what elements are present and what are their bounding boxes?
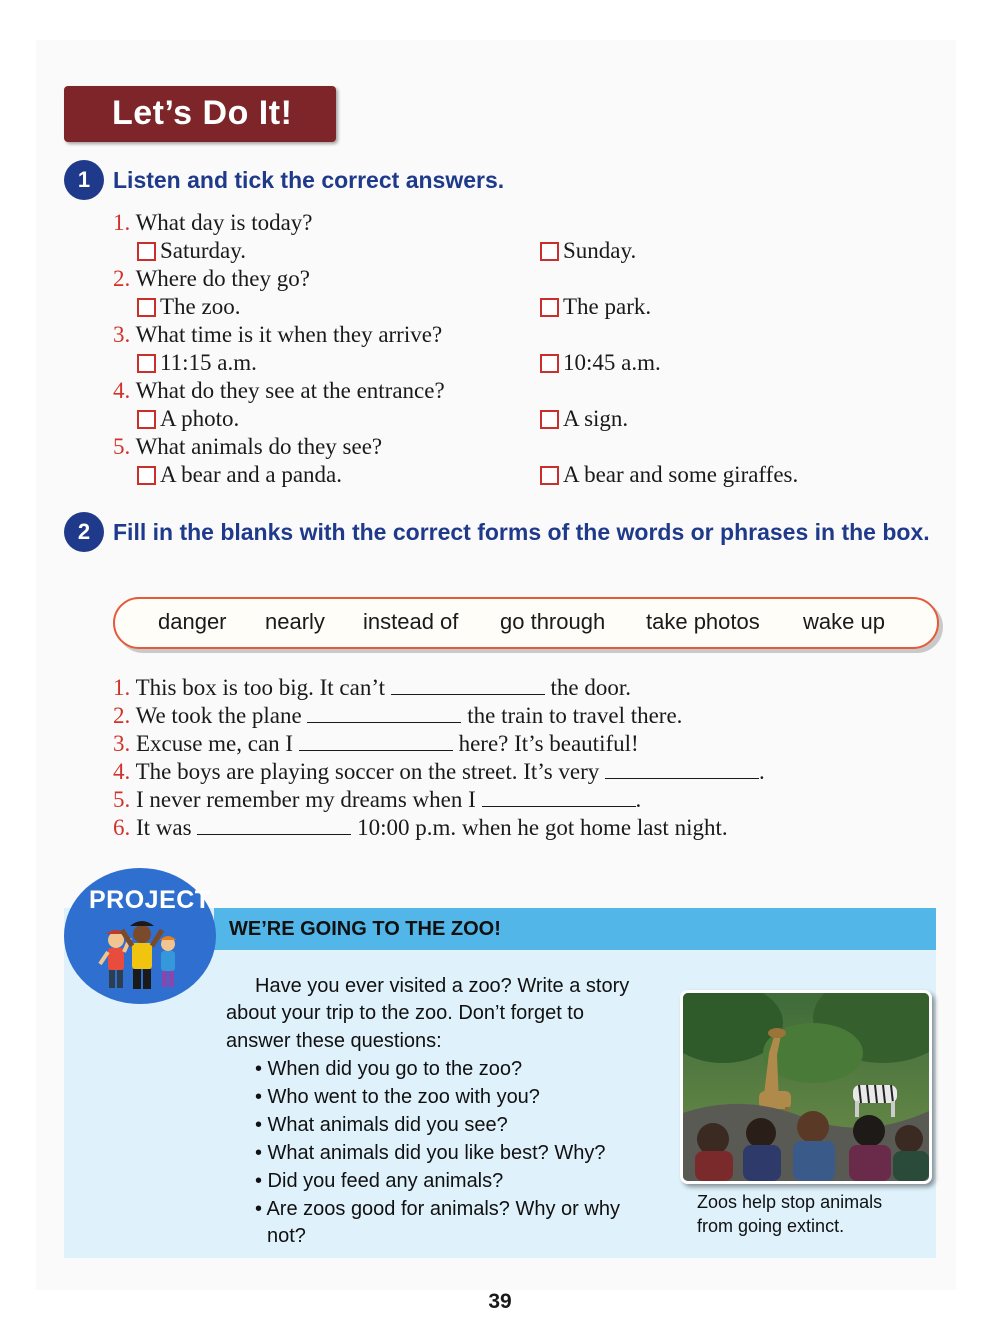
answer-blank[interactable] [605, 758, 759, 779]
section-2-number: 2 [64, 512, 104, 552]
checkbox[interactable] [137, 298, 156, 317]
word-box-item: danger [158, 609, 227, 634]
checkbox[interactable] [540, 354, 559, 373]
fill-sentence-5: 5. I never remember my dreams when I . [113, 787, 642, 812]
page-title: Let’s Do It! [112, 94, 293, 132]
project-heading: WE’RE GOING TO THE ZOO! [229, 918, 501, 940]
fill-sentence-1: 1. This box is too big. It can’t the door. [113, 675, 631, 700]
project-bullet: • Are zoos good for animals? Why or why [255, 1198, 620, 1220]
answer-blank[interactable] [482, 786, 636, 807]
checkbox[interactable] [540, 466, 559, 485]
question-2: 2. Where do they go? [113, 266, 310, 291]
project-heading-bar [214, 908, 936, 950]
section-2-instruction: Fill in the blanks with the correct forms of the words or phrases in the box. [113, 519, 930, 545]
photo-caption: Zoos help stop animals from going extinct. [697, 1192, 883, 1236]
section-1-instruction: Listen and tick the correct answers. [113, 167, 505, 193]
question-1: 1. What day is today? [113, 210, 313, 235]
question-4: 4. What do they see at the entrance? [113, 378, 445, 403]
zoo-photo [680, 990, 932, 1184]
project-intro-line: about your trip to the zoo. Don’t forget to [226, 1002, 584, 1024]
option-1a[interactable]: Saturday. [137, 238, 246, 264]
answer-blank[interactable] [299, 730, 453, 751]
answer-blank[interactable] [197, 814, 351, 835]
checkbox[interactable] [540, 298, 559, 317]
checkbox[interactable] [540, 410, 559, 429]
project-label: PROJECT [89, 886, 211, 914]
project-intro-line: answer these questions: [226, 1030, 442, 1052]
word-box-item: wake up [803, 609, 885, 634]
project-bullet: • What animals did you see? [255, 1114, 508, 1136]
answer-blank[interactable] [391, 674, 545, 695]
option-3b[interactable]: 10:45 a.m. [540, 350, 661, 376]
question-3: 3. What time is it when they arrive? [113, 322, 443, 347]
word-box-item: take photos [646, 609, 760, 634]
page-number: 39 [488, 1290, 512, 1313]
fill-sentence-2: 2. We took the plane the train to travel there. [113, 703, 683, 728]
section-1-number: 1 [64, 160, 104, 200]
project-intro-line: Have you ever visited a zoo? Write a story [255, 975, 630, 997]
fill-sentence-4: 4. The boys are playing soccer on the street. It’s very . [113, 759, 765, 784]
option-2a[interactable]: The zoo. [137, 294, 240, 320]
project-bullet: • Did you feed any animals? [255, 1170, 504, 1192]
option-2b[interactable]: The park. [540, 294, 651, 320]
option-4b[interactable]: A sign. [540, 406, 628, 432]
title-banner [64, 86, 336, 142]
project-bullet-continuation: not? [267, 1225, 306, 1247]
word-box [113, 597, 939, 649]
word-box-item: go through [500, 609, 606, 634]
project-bullet: • What animals did you like best? Why? [255, 1142, 606, 1164]
zoo-photo-illustration [683, 993, 929, 1181]
checkbox[interactable] [540, 242, 559, 261]
kids-illustration [64, 868, 216, 1004]
project-bullet: • When did you go to the zoo? [255, 1058, 523, 1080]
checkbox[interactable] [137, 410, 156, 429]
checkbox[interactable] [137, 466, 156, 485]
checkbox[interactable] [137, 354, 156, 373]
option-4a[interactable]: A photo. [137, 406, 239, 432]
option-5a[interactable]: A bear and a panda. [137, 462, 342, 488]
option-3a[interactable]: 11:15 a.m. [137, 350, 257, 376]
option-5b[interactable]: A bear and some giraffes. [540, 462, 798, 488]
word-box-item: nearly [265, 609, 325, 634]
answer-blank[interactable] [307, 702, 461, 723]
word-box-item: instead of [363, 609, 459, 634]
checkbox[interactable] [137, 242, 156, 261]
project-badge [64, 868, 216, 1004]
option-1b[interactable]: Sunday. [540, 238, 636, 264]
fill-sentence-6: 6. It was 10:00 p.m. when he got home last night. [113, 815, 728, 840]
fill-sentence-3: 3. Excuse me, can I here? It’s beautiful! [113, 731, 639, 756]
question-5: 5. What animals do they see? [113, 434, 383, 459]
project-bullet: • Who went to the zoo with you? [255, 1086, 540, 1108]
